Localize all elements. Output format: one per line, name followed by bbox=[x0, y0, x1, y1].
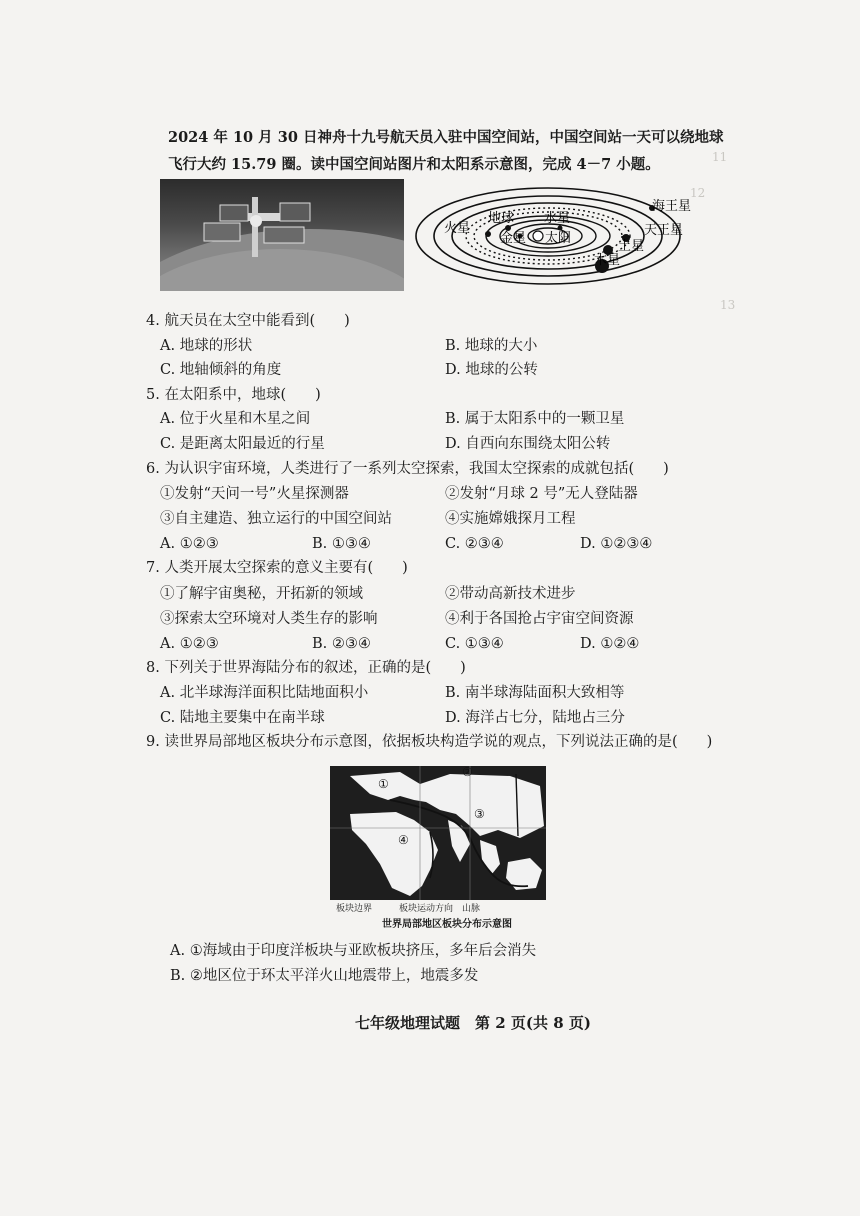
q7-option-c: C. ①③④ bbox=[445, 636, 504, 652]
label-uranus: 天王星 bbox=[644, 223, 684, 238]
q6-statement-2: ②发射“月球 2 号”无人登陆器 bbox=[445, 486, 638, 502]
q7-statement-2: ②带动高新技术进步 bbox=[445, 586, 576, 602]
q5-stem: 5. 在太阳系中，地球( ) bbox=[146, 387, 321, 403]
q6-statement-3: ③自主建造、独立运行的中国空间站 bbox=[160, 511, 392, 527]
q5-option-d: D. 自西向东围绕太阳公转 bbox=[445, 436, 611, 452]
q8-option-c: C. 陆地主要集中在南半球 bbox=[160, 710, 325, 726]
q8-option-d: D. 海洋占七分，陆地占三分 bbox=[445, 710, 625, 726]
bleed-through-mark: 13 bbox=[720, 298, 736, 312]
q4-option-c: C. 地轴倾斜的角度 bbox=[160, 362, 282, 378]
q4-option-b: B. 地球的大小 bbox=[445, 338, 538, 354]
q7-option-b: B. ②③④ bbox=[312, 636, 371, 652]
plate-boundary-map bbox=[330, 766, 546, 900]
q8-option-a: A. 北半球海洋面积比陆地面积小 bbox=[160, 685, 369, 701]
bleed-through-mark: 12 bbox=[690, 186, 706, 200]
label-mercury: 水星 bbox=[544, 211, 571, 226]
map-marker-4: ④ bbox=[398, 833, 409, 847]
map-title: 世界局部地区板块分布示意图 bbox=[382, 919, 512, 930]
map-marker-1: ① bbox=[378, 777, 389, 791]
q7-option-d: D. ①②④ bbox=[580, 636, 640, 652]
q6-option-d: D. ①②③④ bbox=[580, 536, 653, 552]
q6-statement-4: ④实施嫦娥探月工程 bbox=[445, 511, 576, 527]
q4-option-a: A. 地球的形状 bbox=[160, 338, 253, 354]
solar-system-diagram bbox=[408, 176, 708, 288]
q6-statement-1: ①发射“天问一号”火星探测器 bbox=[160, 486, 349, 502]
q5-option-b: B. 属于太阳系中的一颗卫星 bbox=[445, 411, 625, 427]
label-jupiter: 木星 bbox=[594, 253, 621, 268]
intro-paragraph: 2024 年 10 月 30 日神舟十九号航天员入驻中国空间站，中国空间站一天可以绕地球飞行大约 15.79 圈。读中国空间站图片和太阳系示意图，完成 4－7 小题。 bbox=[168, 129, 724, 173]
q7-statement-1: ①了解宇宙奥秘，开拓新的领域 bbox=[160, 586, 363, 602]
q8-stem: 8. 下列关于世界海陆分布的叙述，正确的是( ) bbox=[146, 660, 466, 676]
map-marker-3: ③ bbox=[474, 807, 485, 821]
q6-option-b: B. ①③④ bbox=[312, 536, 371, 552]
q7-stem: 7. 人类开展太空探索的意义主要有( ) bbox=[146, 560, 408, 576]
q6-stem: 6. 为认识宇宙环境，人类进行了一系列太空探索，我国太空探索的成就包括( ) bbox=[146, 461, 669, 477]
q6-option-a: A. ①②③ bbox=[160, 536, 219, 552]
q9-stem: 9. 读世界局部地区板块分布示意图，依据板块构造学说的观点，下列说法正确的是( ) bbox=[146, 734, 713, 750]
label-mars: 火星 bbox=[444, 221, 471, 236]
q6-option-c: C. ②③④ bbox=[445, 536, 504, 552]
map-legend: 板块边界 板块运动方向 山脉 bbox=[336, 904, 481, 914]
bleed-through-mark: 11 bbox=[712, 150, 728, 164]
page-footer: 七年级地理试题 第 2 页(共 8 页) bbox=[355, 1014, 591, 1032]
q8-option-b: B. 南半球海陆面积大致相等 bbox=[445, 685, 625, 701]
q5-option-a: A. 位于火星和木星之间 bbox=[160, 411, 311, 427]
q7-statement-3: ③探索太空环境对人类生存的影响 bbox=[160, 611, 378, 627]
label-earth: 地球 bbox=[488, 211, 515, 226]
q7-option-a: A. ①②③ bbox=[160, 636, 219, 652]
q4-option-d: D. 地球的公转 bbox=[445, 362, 538, 378]
label-saturn: 土星 bbox=[618, 239, 645, 254]
q9-option-b: B. ②地区位于环太平洋火山地震带上，地震多发 bbox=[170, 968, 479, 984]
map-marker-2: ② bbox=[462, 766, 473, 779]
q7-statement-4: ④利于各国抢占宇宙空间资源 bbox=[445, 611, 634, 627]
label-neptune: 海王星 bbox=[652, 199, 692, 214]
q4-stem: 4. 航天员在太空中能看到( ) bbox=[146, 313, 350, 329]
q9-option-a: A. ①海域由于印度洋板块与亚欧板块挤压，多年后会消失 bbox=[170, 943, 537, 959]
label-venus: 金星 bbox=[500, 231, 527, 246]
label-sun: 太阳 bbox=[545, 231, 572, 246]
q5-option-c: C. 是距离太阳最近的行星 bbox=[160, 436, 325, 452]
space-station-photo bbox=[160, 179, 404, 291]
